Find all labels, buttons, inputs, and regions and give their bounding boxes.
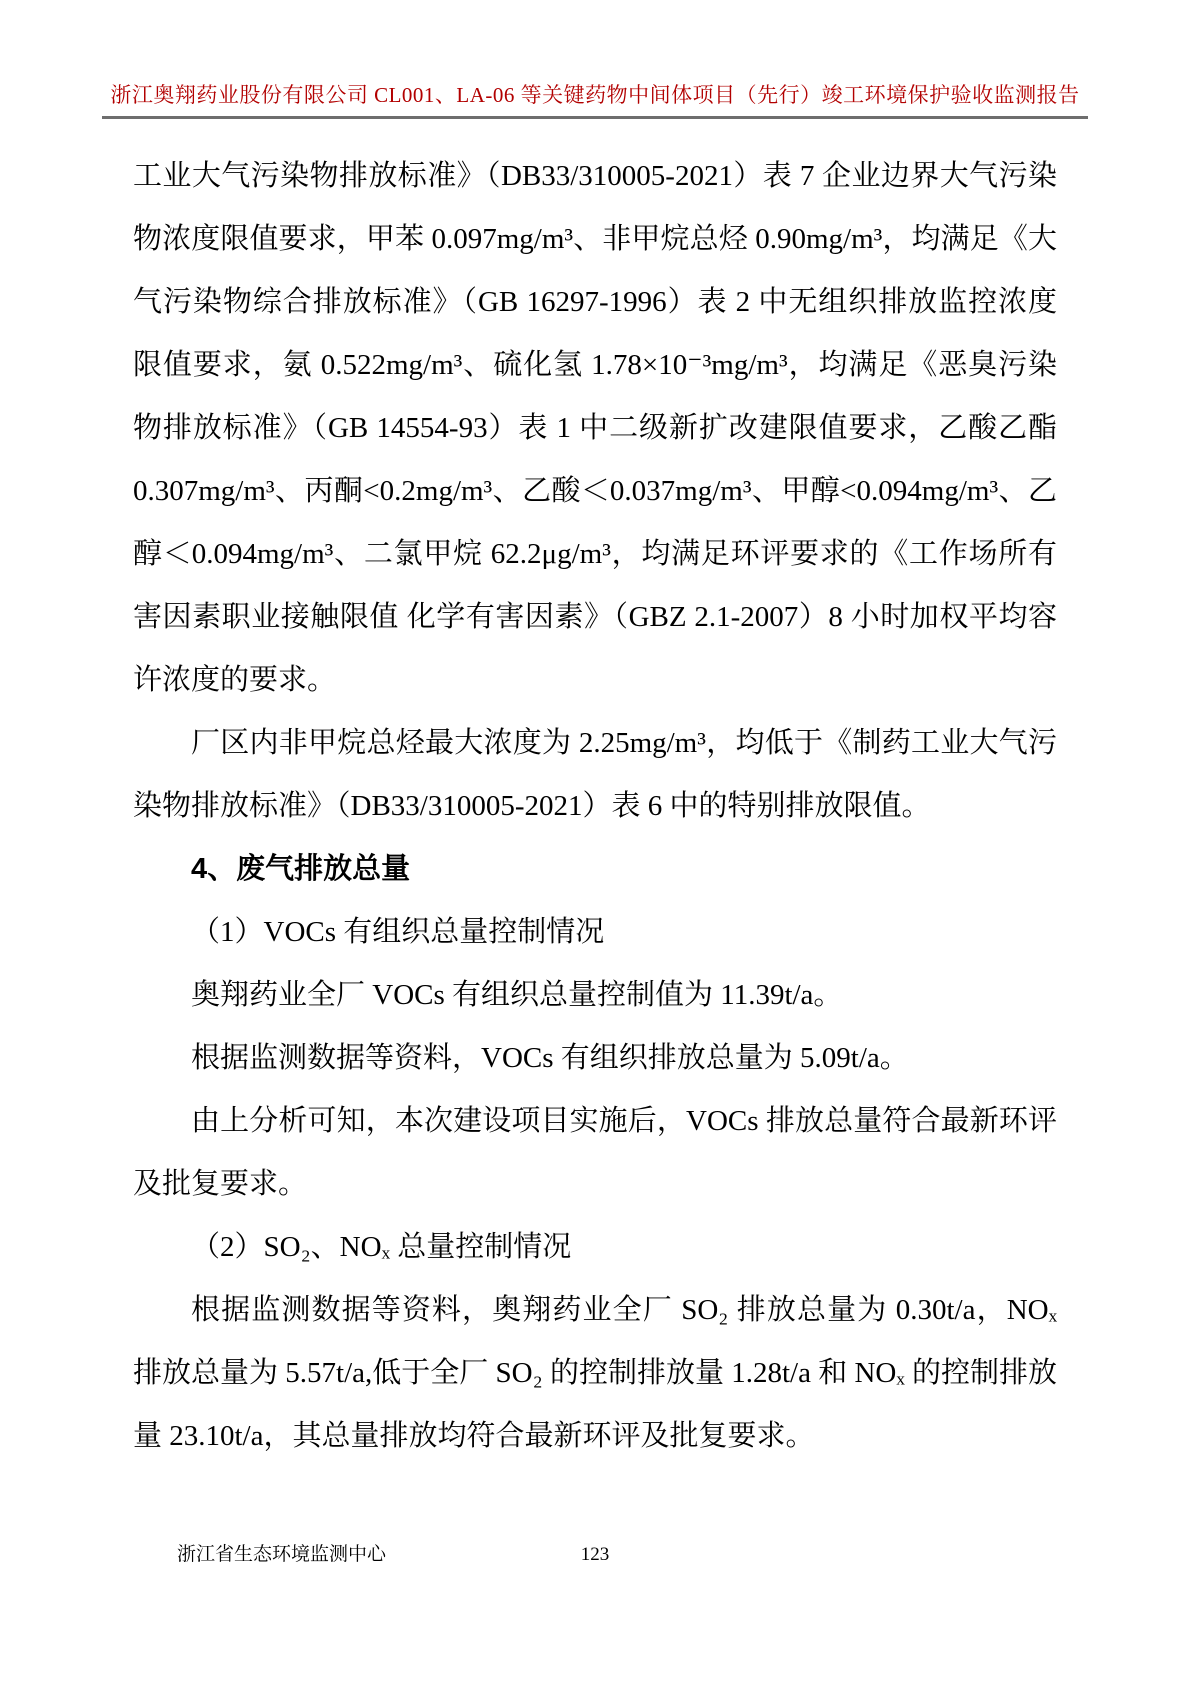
report-header bbox=[102, 0, 1088, 119]
body-paragraph-vocs-emission-total: 根据监测数据等资料，VOCs 有组织排放总量为 5.09t/a。 bbox=[191, 1042, 909, 1074]
body-paragraph-vocs-control-value: 奥翔药业全厂 VOCs 有组织总量控制值为 11.39t/a。 bbox=[191, 979, 843, 1011]
body-paragraph-so2-nox-totals: 根据监测数据等资料，奥翔药业全厂 SO₂ 排放总量为 0.30t/a，NOₓ 排放总量为 5.57t/a,低于全厂 SO₂ 的控制排放量 1.28t/a 和 NOₓ 的控制排放量 23.10t/a，其总量排放均符合最新环评及批复要求。 bbox=[133, 1294, 1057, 1452]
body-paragraph-vocs-subheading: （1）VOCs 有组织总量控制情况 bbox=[191, 916, 605, 948]
report-header-title: 浙江奥翔药业股份有限公司 CL001、LA-06 等关键药物中间体项目（先行）竣工环境保护验收监测报告 bbox=[110, 83, 1080, 107]
page-number: 123 bbox=[580, 1544, 610, 1565]
footer-organization: 浙江省生态环境监测中心 bbox=[177, 1544, 387, 1565]
header-divider bbox=[102, 116, 1088, 119]
body-paragraph-air-standards: 工业大气污染物排放标准》（DB33/310005-2021）表 7 企业边界大气污染物浓度限值要求，甲苯 0.097mg/m³、非甲烷总烃 0.90mg/m³，均满足《大气污染物综合排放标准》（GB 16297-1996）表 2 中无组织排放监控浓度限值要求，氨 0.522mg/m³、硫化氢 1.78×10⁻³mg/m³，均满足《恶臭污染物排放标准》（GB 14554-93）表 1 中二级新扩改建限值要求，乙酸乙酯 0.307mg/m³、丙酮<0.2mg/m³、乙酸＜0.037mg/m³、甲醇<0.094mg/m³、乙醇＜0.094mg/m³、二氯甲烷 62.2μg/m³，均满足环评要求的《工作场所有害因素职业接触限值 化学有害因素》（GBZ 2.1-2007）8 小时加权平均容许浓度的要求。 bbox=[133, 160, 1057, 696]
body-paragraph-vocs-conclusion: 由上分析可知，本次建设项目实施后，VOCs 排放总量符合最新环评及批复要求。 bbox=[133, 1105, 1057, 1200]
section-heading-waste-gas-total: 4、废气排放总量 bbox=[191, 853, 411, 885]
body-paragraph-so2-nox-subheading: （2）SO₂、NOₓ 总量控制情况 bbox=[191, 1231, 572, 1263]
document-body bbox=[133, 145, 1057, 1468]
body-paragraph-nmhc-max: 厂区内非甲烷总烃最大浓度为 2.25mg/m³，均低于《制药工业大气污染物排放标准》（DB33/310005-2021）表 6 中的特别排放限值。 bbox=[133, 727, 1057, 822]
